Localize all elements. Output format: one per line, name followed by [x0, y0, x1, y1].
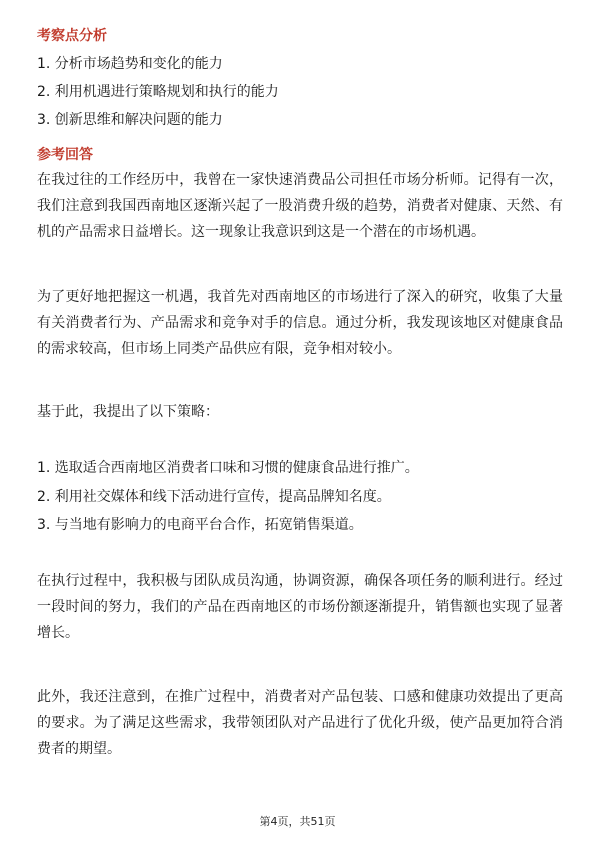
focus-heading: 考察点分析 [37, 28, 107, 44]
answer-paragraph-3: 基于此，我提出了以下策略： [37, 404, 219, 420]
answer-heading: 参考回答 [37, 147, 93, 163]
strategy-item-2: 2. 利用社交媒体和线下活动进行宣传，提高品牌知名度。 [37, 489, 391, 505]
focus-item-1: 1. 分析市场趋势和变化的能力 [37, 56, 223, 72]
answer-paragraph-4: 在执行过程中，我积极与团队成员沟通，协调资源，确保各项任务的顺利进行。经过一段时间的努力，我们的产品在西南地区的市场份额逐渐提升，销售额也实现了显著增长。 [37, 573, 563, 641]
answer-paragraph-5: 此外，我还注意到，在推广过程中，消费者对产品包装、口感和健康功效提出了更高的要求。为了满足这些需求，我带领团队对产品进行了优化升级，使产品更加符合消费者的期望。 [37, 689, 563, 757]
answer-paragraph-2: 为了更好地把握这一机遇，我首先对西南地区的市场进行了深入的研究，收集了大量有关消费者行为、产品需求和竞争对手的信息。通过分析，我发现该地区对健康食品的需求较高，但市场上同类产品供应有限，竞争相对较小。 [37, 289, 563, 357]
focus-item-2: 2. 利用机遇进行策略规划和执行的能力 [37, 84, 279, 100]
page-number: 第4页，共51页 [259, 815, 336, 828]
strategy-item-1: 1. 选取适合西南地区消费者口味和习惯的健康食品进行推广。 [37, 460, 419, 476]
focus-item-3: 3. 创新思维和解决问题的能力 [37, 112, 223, 128]
answer-paragraph-1: 在我过往的工作经历中，我曾在一家快速消费品公司担任市场分析师。记得有一次，我们注意到我国西南地区逐渐兴起了一股消费升级的趋势，消费者对健康、天然、有机的产品需求日益增长。这一现象让我意识到这是一个潜在的市场机遇。 [37, 172, 563, 240]
strategy-item-3: 3. 与当地有影响力的电商平台合作，拓宽销售渠道。 [37, 517, 363, 533]
